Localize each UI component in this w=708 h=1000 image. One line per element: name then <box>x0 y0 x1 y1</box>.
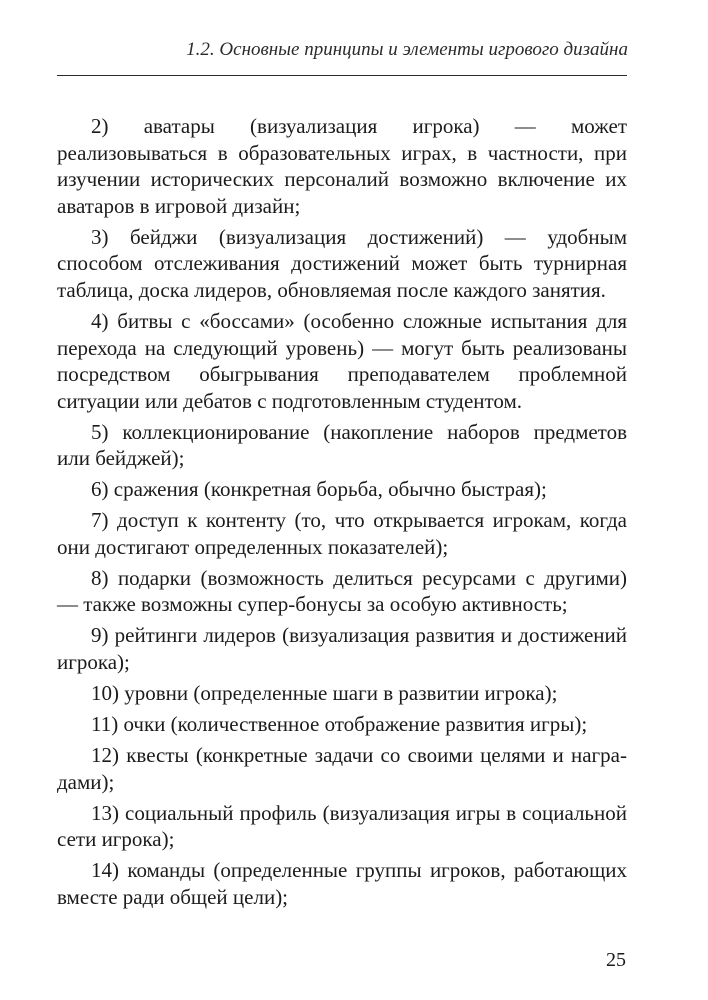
list-item-badges: 3) бейджи (визуализация достижений) — удобным способом отслеживания достижений может быть турнирная таблица, доска лидеров, обновляемая после каждого занятия. <box>57 224 627 302</box>
page-number: 25 <box>606 949 626 971</box>
list-item-boss-fights: 4) битвы с «боссами» (особенно сложные испытания для перехода на следующий уровень) — могут быть реализованы посредством обыгрывания преподавателем проблемной ситуации или дебатов с подготовленным студентом. <box>57 308 627 413</box>
list-item-quests: 12) квесты (конкретные задачи со своими целями и наградами); <box>57 742 627 794</box>
list-item-gifts: 8) подарки (возможность делиться ресурсами с другими) — также возможны супер-бонусы за особую активность; <box>57 565 627 617</box>
list-item-points: 11) очки (количественное отображение развития игры); <box>91 711 588 736</box>
list-item-teams: 14) команды (определенные группы игроков, работающих вместе ради общей цели); <box>57 858 627 909</box>
list-item-avatars: 2) аватары (визуализация игрока) — может реализовываться в образовательных играх, в частности, при изучении исторических персоналий возможно включение их аватаров в игровой дизайн; <box>57 114 627 218</box>
running-header-title: 1.2. Основные принципы и элементы игрового дизайна <box>186 39 628 60</box>
list-item-levels: 10) уровни (определенные шаги в развитии игрока); <box>91 681 558 705</box>
main-text <box>57 113 627 915</box>
list-item-social-graph: 13) социальный профиль (визуализация игры в социальной сети игрока); <box>57 800 627 852</box>
list-item-collecting: 5) коллекционирование (накопление наборов предметов или бейджей); <box>57 419 627 471</box>
list-item-content-unlocking: 7) доступ к контенту (то, что открывается игрокам, когда они достигают определенных показателей); <box>57 508 627 559</box>
header-divider <box>57 75 627 76</box>
list-item-leaderboards: 9) рейтинги лидеров (визуализация развития и достижений игрока); <box>57 623 627 675</box>
list-item-combat: 6) сражения (конкретная борьба, обычно быстрая); <box>91 477 547 502</box>
